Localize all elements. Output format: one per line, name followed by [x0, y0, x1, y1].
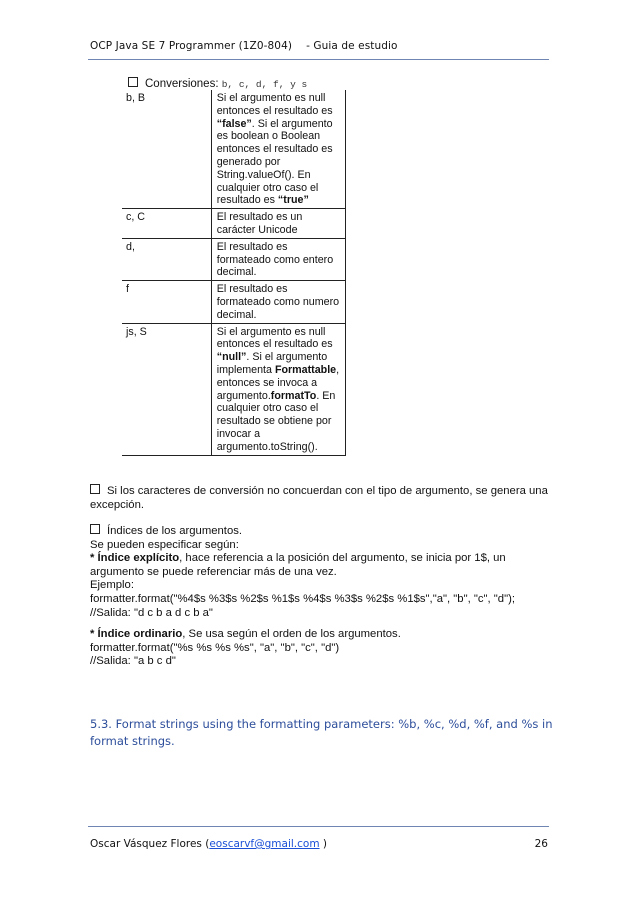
- paragraph-indices: [90, 524, 560, 620]
- page-number: 26: [534, 838, 548, 850]
- conversion-code: d,: [122, 238, 211, 280]
- table-row: [122, 209, 346, 239]
- conversion-description: El resultado es formateado como numero decimal.: [211, 281, 345, 323]
- conversions-codes: b, c, d, f, y s: [221, 79, 308, 90]
- conversion-description: El resultado es un carácter Unicode: [211, 209, 345, 239]
- code-output-ordinal: //Salida: "a b c d": [90, 655, 176, 668]
- indices-heading: Índices de los argumentos.: [90, 524, 560, 539]
- conversions-table: [122, 90, 346, 456]
- footer-email-link[interactable]: eoscarvf@gmail.com: [209, 838, 320, 850]
- conversions-label: Conversiones:: [145, 78, 219, 90]
- footer-author: Oscar Vásquez Flores (: [90, 838, 210, 850]
- conversion-code: f: [122, 281, 211, 323]
- bold-term: “true”: [277, 194, 309, 207]
- code-output-explicit: //Salida: "d c b a d c b a": [90, 606, 213, 619]
- ordinal-index-label: * Índice ordinario: [90, 628, 183, 640]
- conversion-description: El resultado es formateado como entero decimal.: [211, 238, 345, 280]
- page-header: [90, 40, 398, 52]
- table-row: [122, 323, 346, 455]
- section-heading: 5.3. Format strings using the formatting parameters: %b, %c, %d, %f, and %s in format strings.: [90, 717, 553, 748]
- explicit-index-text: * Índice explícito, hace referencia a la posición del argumento, se inicia por 1$, un argumento se puede referenciar más de una vez.: [90, 552, 506, 578]
- table-row: [122, 238, 346, 280]
- header-subtitle: - Guia de estudio: [306, 40, 398, 52]
- bold-term: “null”: [216, 351, 247, 364]
- header-title: OCP Java SE 7 Programmer (1Z0-804): [90, 40, 293, 52]
- checkbox-bullet-icon: [90, 484, 100, 494]
- paragraph-ordinal: [90, 628, 560, 669]
- indices-intro: Se pueden especificar según:: [90, 538, 239, 551]
- footer-close: ): [319, 838, 327, 850]
- paragraph-mismatch: [90, 484, 560, 512]
- bold-term: “false”: [216, 117, 252, 130]
- ordinal-index-text: * Índice ordinario, Se usa según el orden de los argumentos.: [90, 628, 401, 640]
- checkbox-bullet-icon: [128, 77, 138, 87]
- code-example-explicit: formatter.format("%4$s %3$s %2$s %1$s %4$s %3$s %2$s %1$s","a", "b", "c", "d");: [90, 592, 516, 605]
- bold-term: formatTo: [270, 389, 317, 402]
- footer-rule: [88, 826, 549, 827]
- conversion-description: Si el argumento es null entonces el resultado es “false”. Si el argumento es boolean o Boolean entonces el resultado es generado por String.valueOf(). En cualquier otro caso el resultado es “true”: [211, 90, 345, 209]
- table-row: [122, 281, 346, 323]
- conversion-code: js, S: [122, 323, 211, 455]
- conversion-description: Si el argumento es null entonces el resultado es “null”. Si el argumento implementa Formattable, entonces se invoca a argumento.formatTo. En cualquier otro caso el resultado se obtiene por invocar a argumento.toString().: [211, 323, 345, 455]
- conversions-heading: [128, 77, 307, 90]
- header-rule: [88, 59, 549, 60]
- table-row: [122, 90, 346, 209]
- example-label: Ejemplo:: [90, 579, 134, 592]
- checkbox-bullet-icon: [90, 524, 100, 534]
- bold-term: Formattable: [274, 363, 337, 376]
- conversion-code: c, C: [122, 209, 211, 239]
- paragraph-mismatch-text: Si los caracteres de conversión no concuerdan con el tipo de argumento, se genera una excepción.: [90, 485, 548, 511]
- code-example-ordinal: formatter.format("%s %s %s %s", "a", "b", "c", "d"): [90, 641, 340, 654]
- explicit-index-label: * Índice explícito: [90, 552, 180, 565]
- page-footer: [90, 838, 548, 850]
- conversion-code: b, B: [122, 90, 211, 209]
